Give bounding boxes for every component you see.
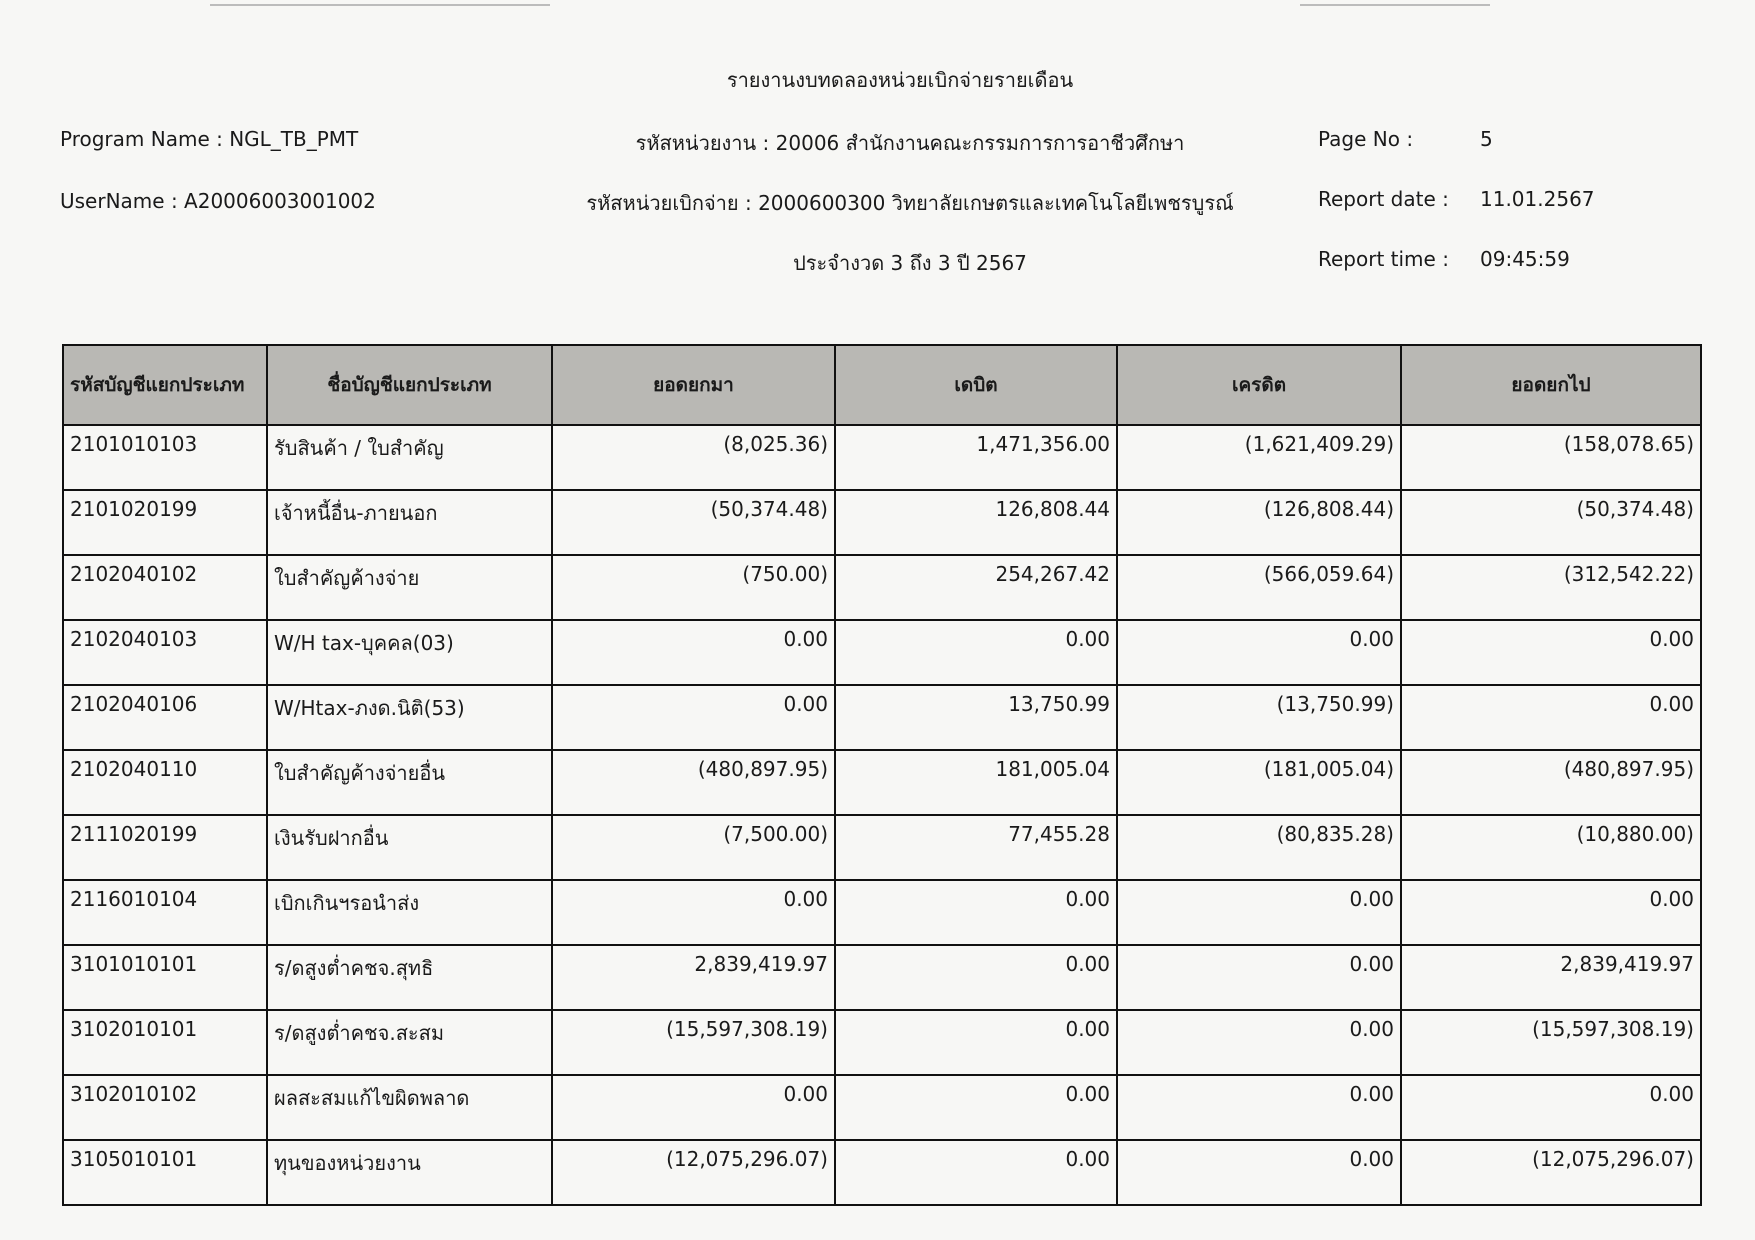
table-header-row [63,345,1701,425]
cell-closing-balance: (480,897.95) [1401,750,1701,815]
cell-credit: (80,835.28) [1117,815,1401,880]
cell-account-name: เบิกเกินฯรอนำส่ง [267,880,552,945]
scan-artifact [1300,4,1490,6]
report-time-label: Report time : [1318,247,1449,271]
cell-debit: 0.00 [835,880,1117,945]
cell-closing-balance: 0.00 [1401,1075,1701,1140]
cell-opening-balance: 0.00 [552,685,835,750]
table-row [63,490,1701,555]
cell-account-code: 2102040106 [63,685,267,750]
cell-opening-balance: (8,025.36) [552,425,835,490]
cell-account-code: 2101010103 [63,425,267,490]
table-body [63,425,1701,1205]
header-debit: เดบิต [835,345,1117,425]
user-name: UserName : A20006003001002 [60,189,376,213]
table-row [63,1140,1701,1205]
report-period: ประจำงวด 3 ถึง 3 ปี 2567 [793,251,1027,275]
cell-credit: (126,808.44) [1117,490,1401,555]
cell-closing-balance: (158,078.65) [1401,425,1701,490]
cell-closing-balance: (15,597,308.19) [1401,1010,1701,1075]
cell-closing-balance: (50,374.48) [1401,490,1701,555]
table-row [63,880,1701,945]
cell-credit: (1,621,409.29) [1117,425,1401,490]
cell-debit: 0.00 [835,945,1117,1010]
cell-closing-balance: (312,542.22) [1401,555,1701,620]
cell-account-name: W/Htax-ภงด.นิติ(53) [267,685,552,750]
cell-account-name: เจ้าหนี้อื่น-ภายนอก [267,490,552,555]
header-credit: เครดิต [1117,345,1401,425]
cell-credit: (566,059.64) [1117,555,1401,620]
cell-account-code: 2101020199 [63,490,267,555]
trial-balance-table [62,344,1702,1206]
report-date-label: Report date : [1318,187,1449,211]
cell-credit: 0.00 [1117,945,1401,1010]
table-row [63,620,1701,685]
cell-account-code: 3101010101 [63,945,267,1010]
page-no-label: Page No : [1318,127,1414,151]
cell-credit: 0.00 [1117,620,1401,685]
cell-closing-balance: 2,839,419.97 [1401,945,1701,1010]
report-title: รายงานงบทดลองหน่วยเบิกจ่ายรายเดือน [726,68,1074,92]
cell-account-name: เงินรับฝากอื่น [267,815,552,880]
cell-credit: 0.00 [1117,880,1401,945]
table-row [63,1010,1701,1075]
cell-opening-balance: (12,075,296.07) [552,1140,835,1205]
cell-credit: (13,750.99) [1117,685,1401,750]
cell-closing-balance: (12,075,296.07) [1401,1140,1701,1205]
cell-closing-balance: 0.00 [1401,880,1701,945]
table-row [63,555,1701,620]
cell-closing-balance: 0.00 [1401,620,1701,685]
cell-account-name: ร/ดสูงต่ำคชจ.สุทธิ [267,945,552,1010]
cell-account-name: ร/ดสูงต่ำคชจ.สะสม [267,1010,552,1075]
table-row [63,1075,1701,1140]
cell-debit: 13,750.99 [835,685,1117,750]
cell-account-name: รับสินค้า / ใบสำคัญ [267,425,552,490]
cell-credit: 0.00 [1117,1010,1401,1075]
cell-account-code: 2111020199 [63,815,267,880]
cell-debit: 77,455.28 [835,815,1117,880]
table-row [63,815,1701,880]
cell-debit: 126,808.44 [835,490,1117,555]
report-time: 09:45:59 [1480,247,1570,271]
cell-account-code: 2102040110 [63,750,267,815]
disbursing-unit: รหัสหน่วยเบิกจ่าย : 2000600300 วิทยาลัยเกษตรและเทคโนโลยีเพชรบูรณ์ [586,191,1234,215]
cell-account-code: 3102010101 [63,1010,267,1075]
cell-debit: 1,471,356.00 [835,425,1117,490]
cell-account-name: ใบสำคัญค้างจ่ายอื่น [267,750,552,815]
table-row [63,425,1701,490]
cell-debit: 254,267.42 [835,555,1117,620]
cell-opening-balance: 0.00 [552,1075,835,1140]
agency-code: รหัสหน่วยงาน : 20006 สำนักงานคณะกรรมการการอาชีวศึกษา [635,131,1185,155]
cell-account-name: ทุนของหน่วยงาน [267,1140,552,1205]
cell-account-code: 2102040102 [63,555,267,620]
cell-opening-balance: (480,897.95) [552,750,835,815]
cell-credit: (181,005.04) [1117,750,1401,815]
cell-closing-balance: (10,880.00) [1401,815,1701,880]
cell-debit: 0.00 [835,1075,1117,1140]
report-date: 11.01.2567 [1480,187,1595,211]
cell-opening-balance: (50,374.48) [552,490,835,555]
cell-debit: 0.00 [835,620,1117,685]
cell-account-code: 3105010101 [63,1140,267,1205]
cell-account-name: ใบสำคัญค้างจ่าย [267,555,552,620]
cell-credit: 0.00 [1117,1140,1401,1205]
program-name: Program Name : NGL_TB_PMT [60,127,359,151]
cell-closing-balance: 0.00 [1401,685,1701,750]
table-row [63,685,1701,750]
scan-artifact [210,4,550,6]
cell-opening-balance: (15,597,308.19) [552,1010,835,1075]
header-account-name: ชื่อบัญชีแยกประเภท [267,345,552,425]
cell-credit: 0.00 [1117,1075,1401,1140]
cell-account-code: 2102040103 [63,620,267,685]
cell-opening-balance: 2,839,419.97 [552,945,835,1010]
cell-opening-balance: (750.00) [552,555,835,620]
cell-debit: 0.00 [835,1010,1117,1075]
header-account-code: รหัสบัญชีแยกประเภท [63,345,267,425]
cell-opening-balance: 0.00 [552,880,835,945]
cell-opening-balance: 0.00 [552,620,835,685]
cell-account-name: W/H tax-บุคคล(03) [267,620,552,685]
cell-debit: 181,005.04 [835,750,1117,815]
cell-opening-balance: (7,500.00) [552,815,835,880]
cell-account-name: ผลสะสมแก้ไขผิดพลาด [267,1075,552,1140]
cell-account-code: 2116010104 [63,880,267,945]
header-closing-balance: ยอดยกไป [1401,345,1701,425]
header-opening-balance: ยอดยกมา [552,345,835,425]
cell-debit: 0.00 [835,1140,1117,1205]
table-row [63,945,1701,1010]
cell-account-code: 3102010102 [63,1075,267,1140]
table-row [63,750,1701,815]
page-no: 5 [1480,127,1493,151]
